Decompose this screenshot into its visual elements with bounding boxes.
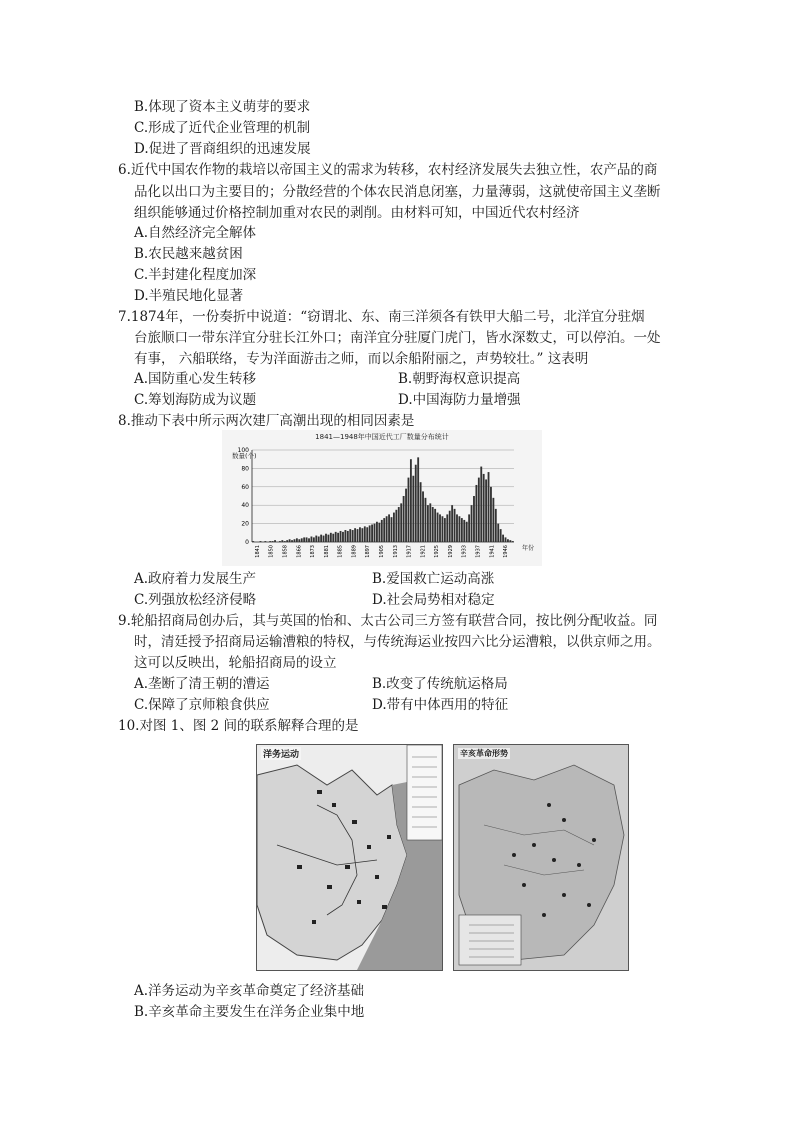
q9-stem-line: 这可以反映出，轮船招商局的设立 — [134, 655, 337, 671]
chart-bar — [335, 532, 337, 542]
chart-xtick-label: 1885 — [337, 545, 344, 558]
chart-bar — [272, 541, 274, 542]
chart-xtick-label: 1913 — [392, 545, 399, 558]
q6-option-c: C.半封建化程度加深 — [134, 267, 257, 283]
chart-bar — [315, 536, 317, 542]
chart-bar — [488, 472, 490, 542]
factory-chart — [222, 430, 542, 566]
chart-xtick-label: 1858 — [282, 545, 289, 558]
chart-bar — [507, 539, 509, 542]
chart-bar — [371, 525, 373, 542]
chart-bar — [485, 479, 487, 542]
chart-bar — [359, 527, 361, 542]
chart-bar — [405, 489, 407, 542]
map2-title: 辛亥革命形势 — [460, 749, 508, 758]
chart-bar — [432, 507, 434, 542]
chart-bar — [439, 514, 441, 542]
chart-bar — [279, 541, 281, 542]
q7-option-d: D.中国海防力量增强 — [398, 392, 521, 408]
chart-xtick-label: 1889 — [351, 545, 358, 558]
q9-option-b: B.改变了传统航运格局 — [372, 676, 508, 692]
q7-option-a: A.国防重心发生转移 — [134, 371, 257, 387]
q10-option-b: B.辛亥革命主要发生在洋务企业集中地 — [134, 1004, 365, 1020]
q8-option-b: B.爱国救亡运动高涨 — [372, 571, 495, 587]
map-westernization — [256, 744, 443, 971]
chart-bar — [398, 507, 400, 542]
chart-bar — [388, 514, 390, 542]
chart-bar — [449, 511, 451, 542]
chart-bar — [446, 514, 448, 542]
chart-bar — [378, 523, 380, 542]
q9-option-d: D.带有中体西用的特征 — [372, 697, 509, 713]
q5-option-d: D.促进了晋商组织的迅速发展 — [134, 141, 311, 157]
chart-xtick-label: 1946 — [503, 545, 510, 558]
q10-option-a: A.洋务运动为辛亥革命奠定了经济基础 — [134, 983, 365, 999]
chart-bar — [301, 538, 303, 542]
chart-xtick-label: 1937 — [475, 545, 482, 558]
chart-bar — [415, 465, 417, 542]
chart-xtick-label: 1941 — [489, 545, 496, 558]
chart-bar — [497, 524, 499, 542]
q9-option-c: C.保障了京师粮食供应 — [134, 697, 270, 713]
chart-ytick-label: 80 — [241, 465, 249, 473]
chart-bar — [366, 527, 368, 542]
q6-stem-line: 6.近代中国农作物的栽培以帝国主义的需求为转移，农村经济发展失去独立性，农产品的商 — [118, 162, 658, 178]
chart-xtick-label: 1873 — [310, 545, 317, 558]
chart-bar — [330, 533, 332, 542]
chart-bar — [308, 538, 310, 542]
chart-xtick-label: 1917 — [406, 545, 413, 558]
chart-bar — [306, 537, 308, 542]
chart-bar — [456, 514, 458, 542]
chart-xtick-label: 1925 — [434, 545, 441, 558]
chart-bar — [458, 516, 460, 542]
chart-bar — [269, 541, 271, 542]
chart-bar — [352, 530, 354, 542]
chart-bar — [264, 541, 266, 542]
factory-bar-chart — [222, 430, 542, 566]
chart-bar — [408, 478, 410, 542]
q6-option-b: B.农民越来越贫困 — [134, 246, 243, 262]
chart-bar — [383, 518, 385, 542]
chart-bar — [395, 510, 397, 542]
chart-ytick-label: 100 — [237, 447, 249, 454]
chart-bar — [369, 525, 371, 542]
chart-bar — [451, 505, 453, 542]
q7-option-b: B.朝野海权意识提高 — [398, 371, 521, 387]
chart-bar — [505, 537, 507, 542]
chart-bar — [340, 531, 342, 542]
chart-bar — [298, 539, 300, 542]
chart-bar — [294, 539, 296, 542]
chart-xtick-label: 1841 — [254, 545, 261, 558]
chart-bar — [422, 491, 424, 542]
chart-bar — [354, 528, 356, 542]
q6-stem-line: 品化以出口为主要目的；分散经营的个体农民消息闭塞，力量薄弱，这就使帝国主义垄断 — [134, 184, 661, 200]
chart-bar — [444, 518, 446, 542]
chart-bar — [311, 536, 313, 542]
q7-stem-line: 台旅顺口一带东洋宜分驻长江外口；南洋宜分驻厦门虎门，皆水深数丈，可以停泊。一处 — [134, 330, 661, 346]
chart-bar — [349, 529, 351, 542]
chart-bar — [425, 498, 427, 542]
chart-bar — [454, 509, 456, 542]
chart-bar — [332, 534, 334, 542]
chart-bar — [471, 505, 473, 542]
chart-ylabel: 数量(个) — [232, 452, 257, 460]
map-xinhai-drawing — [454, 745, 628, 970]
chart-bar — [420, 482, 422, 542]
chart-bar — [284, 541, 286, 542]
chart-ytick-label: 0 — [245, 539, 249, 546]
chart-bar — [391, 517, 393, 542]
chart-bar — [434, 509, 436, 542]
chart-bar — [403, 496, 405, 542]
chart-bar — [475, 485, 477, 542]
chart-bar — [500, 529, 502, 542]
chart-bar — [478, 478, 480, 542]
chart-bar — [342, 532, 344, 542]
chart-xtick-label: 1881 — [323, 545, 330, 558]
q8-option-a: A.政府着力发展生产 — [134, 571, 257, 587]
chart-ytick-label: 40 — [241, 502, 249, 510]
chart-bar — [502, 535, 504, 542]
q8-option-c: C.列强放松经济侵略 — [134, 592, 257, 608]
chart-bar — [509, 540, 511, 542]
chart-bar — [468, 514, 470, 542]
chart-bar — [327, 535, 329, 542]
chart-bar — [410, 459, 412, 542]
q9-stem-line: 9.轮船招商局创办后，其与英国的怡和、太古公司三方签有联营合同，按比例分配收益。同 — [118, 613, 658, 629]
chart-bar — [429, 503, 431, 542]
q7-option-c: C.筹划海防成为议题 — [134, 392, 257, 408]
q8-stem: 8.推动下表中所示两次建厂高潮出现的相同因素是 — [118, 413, 415, 429]
chart-xtick-label: 1850 — [268, 545, 275, 558]
chart-bar — [376, 522, 378, 542]
chart-xtick-label: 1897 — [365, 545, 372, 558]
chart-xtick-label: 1933 — [461, 545, 468, 558]
map-westernization-drawing — [257, 745, 442, 970]
chart-bar — [473, 496, 475, 542]
chart-bar — [337, 533, 339, 542]
chart-bar — [417, 457, 419, 542]
chart-bar — [381, 520, 383, 542]
chart-xlabel: 年份 — [522, 545, 535, 552]
chart-xtick-label: 1921 — [420, 545, 427, 558]
chart-bar — [357, 529, 359, 542]
chart-title: 1841—1948年中国近代工厂数量分布统计 — [315, 433, 449, 441]
chart-bar — [490, 487, 492, 542]
q9-option-a: A.垄断了清王朝的漕运 — [134, 676, 270, 692]
chart-bar — [512, 541, 514, 542]
chart-bar — [374, 524, 376, 542]
chart-xtick-label: 1905 — [379, 545, 385, 558]
q6-stem-line: 组织能够通过价格控制加重对农民的剥削。由材料可知，中国近代农村经济 — [134, 205, 580, 221]
chart-bar — [492, 498, 494, 542]
chart-bar — [386, 516, 388, 542]
chart-ytick-label: 60 — [241, 483, 249, 491]
chart-bar — [303, 537, 305, 542]
chart-bar — [274, 540, 276, 542]
q5-option-b: B.体现了资本主义萌芽的要求 — [134, 99, 311, 115]
chart-xtick-label: 1929 — [447, 545, 454, 558]
q7-stem-line: 7.1874年，一份奏折中说道：“窃谓北、东、南三洋须各有铁甲大船二号，北洋宜分驻烟 — [118, 309, 645, 325]
chart-bar — [313, 537, 315, 542]
chart-bar — [466, 522, 468, 542]
chart-bar — [344, 530, 346, 542]
chart-bar — [323, 536, 325, 542]
chart-bar — [461, 518, 463, 542]
q6-option-d: D.半殖民地化显著 — [134, 288, 244, 304]
chart-bar — [483, 474, 485, 542]
chart-bar — [427, 505, 429, 542]
chart-bar — [364, 526, 366, 542]
chart-bar — [412, 476, 414, 542]
chart-xtick-label: 1866 — [296, 545, 303, 558]
map-xinhai-revolution — [453, 744, 629, 971]
chart-bar — [442, 516, 444, 542]
chart-bar — [347, 531, 349, 542]
chart-bar — [281, 540, 283, 542]
chart-bar — [463, 520, 465, 542]
chart-bar — [291, 540, 293, 542]
chart-bar — [289, 539, 291, 542]
q10-stem: 10.对图 1、图 2 间的联系解释合理的是 — [118, 718, 359, 734]
chart-bar — [252, 541, 254, 542]
chart-bar — [325, 534, 327, 542]
chart-bar — [437, 513, 439, 542]
chart-bar — [320, 535, 322, 542]
q8-option-d: D.社会局势相对稳定 — [372, 592, 495, 608]
chart-bar — [495, 509, 497, 542]
chart-bar — [400, 503, 402, 542]
chart-bar — [318, 536, 320, 542]
chart-bar — [296, 538, 298, 542]
chart-bar — [286, 540, 288, 542]
chart-bar — [480, 467, 482, 542]
chart-ytick-label: 20 — [241, 520, 249, 528]
chart-bar — [260, 541, 262, 542]
q5-option-c: C.形成了近代企业管理的机制 — [134, 120, 311, 136]
map1-title: 洋务运动 — [261, 747, 301, 760]
q9-stem-line: 时，清廷授予招商局运输漕粮的特权，与传统海运业按四六比分运漕粮，以供京师之用。 — [134, 634, 661, 650]
q7-stem-line: 有事， 六船联络，专为洋面游击之师，而以余船附丽之，声势较壮。” 这表明 — [134, 351, 589, 367]
chart-bar — [393, 513, 395, 542]
chart-bar — [361, 528, 363, 542]
q6-option-a: A.自然经济完全解体 — [134, 225, 257, 241]
